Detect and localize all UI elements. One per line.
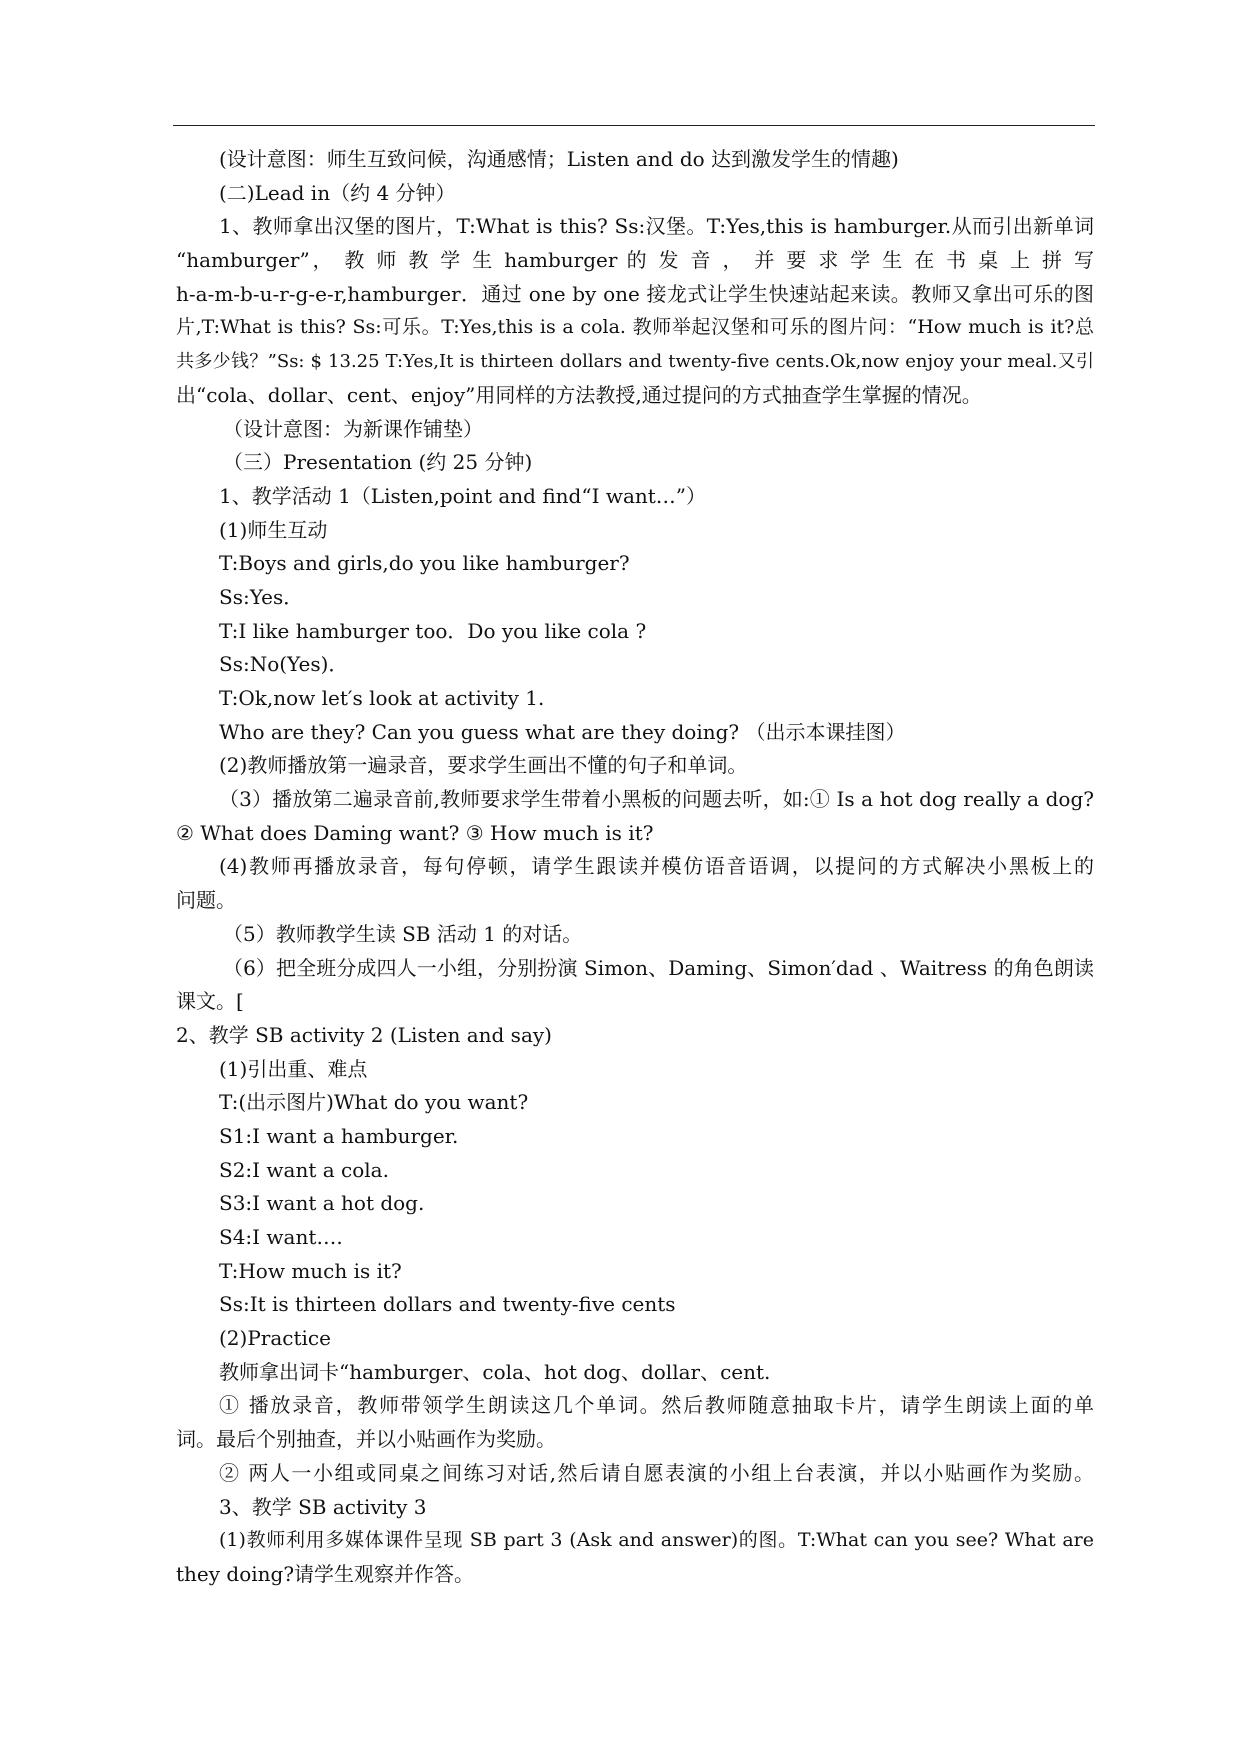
text-line: 2、教学 SB activity 2 (Listen and say) (176, 1022, 552, 1047)
text-line: （三）Presentation (约 25 分钟) (223, 450, 533, 475)
text-line: S2:I want a cola. (219, 1157, 389, 1182)
text-line: (二)Lead in（约 4 分钟） (219, 180, 456, 205)
text-line: 词。最后个别抽查，并以小贴画作为奖励。 (176, 1427, 556, 1452)
text-line: S4:I want…. (219, 1225, 343, 1249)
text-line: 共多少钱？”Ss: $ 13.25 T:Yes,It is thirteen dollars and twenty-five cents.Ok,now enjoy your meal.又引 (176, 351, 1094, 373)
text-line: T:I like hamburger too．Do you like cola ? (219, 618, 647, 643)
text-line: T:(出示图片)What do you want? (219, 1090, 529, 1115)
text-line: ① 播放录音，教师带领学生朗读这几个单词。然后教师随意抽取卡片，请学生朗读上面的单 (219, 1393, 1094, 1418)
text-line: S3:I want a hot dog. (219, 1191, 425, 1216)
text-line: Ss:Yes． (219, 584, 304, 609)
text-line: ② What does Daming want? ③ How much is it? (176, 820, 654, 845)
text-line: （3）播放第二遍录音前,教师要求学生带着小黑板的问题去听，如:① Is a hot dog really a dog? (219, 787, 1094, 812)
text-line: they doing?请学生观察并作答。 (176, 1561, 475, 1586)
text-line: S1:I want a hamburger. (219, 1123, 459, 1148)
text-line: 出“cola、dollar、cent、enjoy”用同样的方法教授,通过提问的方式抽查学生掌握的情况。 (176, 382, 982, 407)
text-line: 片,T:What is this? Ss:可乐。T:Yes,this is a cola. 教师举起汉堡和可乐的图片问：“How much is it?总 (176, 316, 1094, 339)
text-line: (1)教师利用多媒体课件呈现 SB part 3 (Ask and answer)的图。T:What can you see? What are (219, 1529, 1094, 1552)
text-line: 问题。 (176, 888, 236, 913)
text-line: T:Boys and girls,do you like hamburger? (219, 551, 630, 576)
text-line: (1)引出重、难点 (219, 1056, 368, 1081)
document-body (176, 143, 1094, 1592)
header-rule (173, 125, 1095, 126)
text-line: “hamburger”， 教 师 教 学 生 hamburger 的 发 音 ， 并 要 求 学 生 在 书 桌 上 拼 写 (176, 248, 1094, 273)
text-line: （5）教师教学生读 SB 活动 1 的对话。 (223, 921, 583, 946)
text-line: (设计意图：师生互致问候，沟通感情；Listen and do 达到激发学生的情趣) (219, 147, 899, 171)
text-line: h-a-m-b-u-r-g-e-r,hamburger．通过 one by one 接龙式让学生快速站起来读。教师又拿出可乐的图 (176, 281, 1094, 306)
text-line: 课文。[ (176, 989, 244, 1014)
text-line: Ss:No(Yes)． (219, 652, 349, 677)
text-line: Ss:It is thirteen dollars and twenty-five cents (219, 1292, 676, 1317)
text-line: T:How much is it? (219, 1258, 402, 1283)
text-line: 1、教学活动 1（Listen,point and find“I want…”） (219, 483, 707, 508)
text-line: (4)教师再播放录音，每句停顿，请学生跟读并模仿语音语调，以提问的方式解决小黑板上的 (219, 854, 1094, 879)
text-line: 教师拿出词卡“hamburger、cola、hot dog、dollar、cent. (219, 1359, 771, 1384)
text-line: (1)师生互动 (219, 517, 328, 542)
text-line: 3、教学 SB activity 3 (219, 1494, 427, 1519)
text-line: (2)教师播放第一遍录音，要求学生画出不懂的句子和单词。 (219, 753, 748, 778)
text-line: T:Ok,now let′s look at activity 1. (219, 686, 545, 710)
text-line: ② 两人一小组或同桌之间练习对话,然后请自愿表演的小组上台表演，并以小贴画作为奖励。 (219, 1460, 1094, 1485)
text-line: （设计意图：为新课作铺垫） (223, 416, 483, 441)
text-line: Who are they? Can you guess what are they doing? （出示本课挂图） (219, 719, 906, 744)
text-line: （6）把全班分成四人一小组，分别扮演 Simon、Daming、Simon′dad 、Waitress 的角色朗读 (223, 955, 1094, 980)
text-line: (2)Practice (219, 1326, 331, 1351)
text-line: 1、教师拿出汉堡的图片，T:What is this? Ss:汉堡。T:Yes,this is hamburger.从而引出新单词 (219, 214, 1094, 239)
